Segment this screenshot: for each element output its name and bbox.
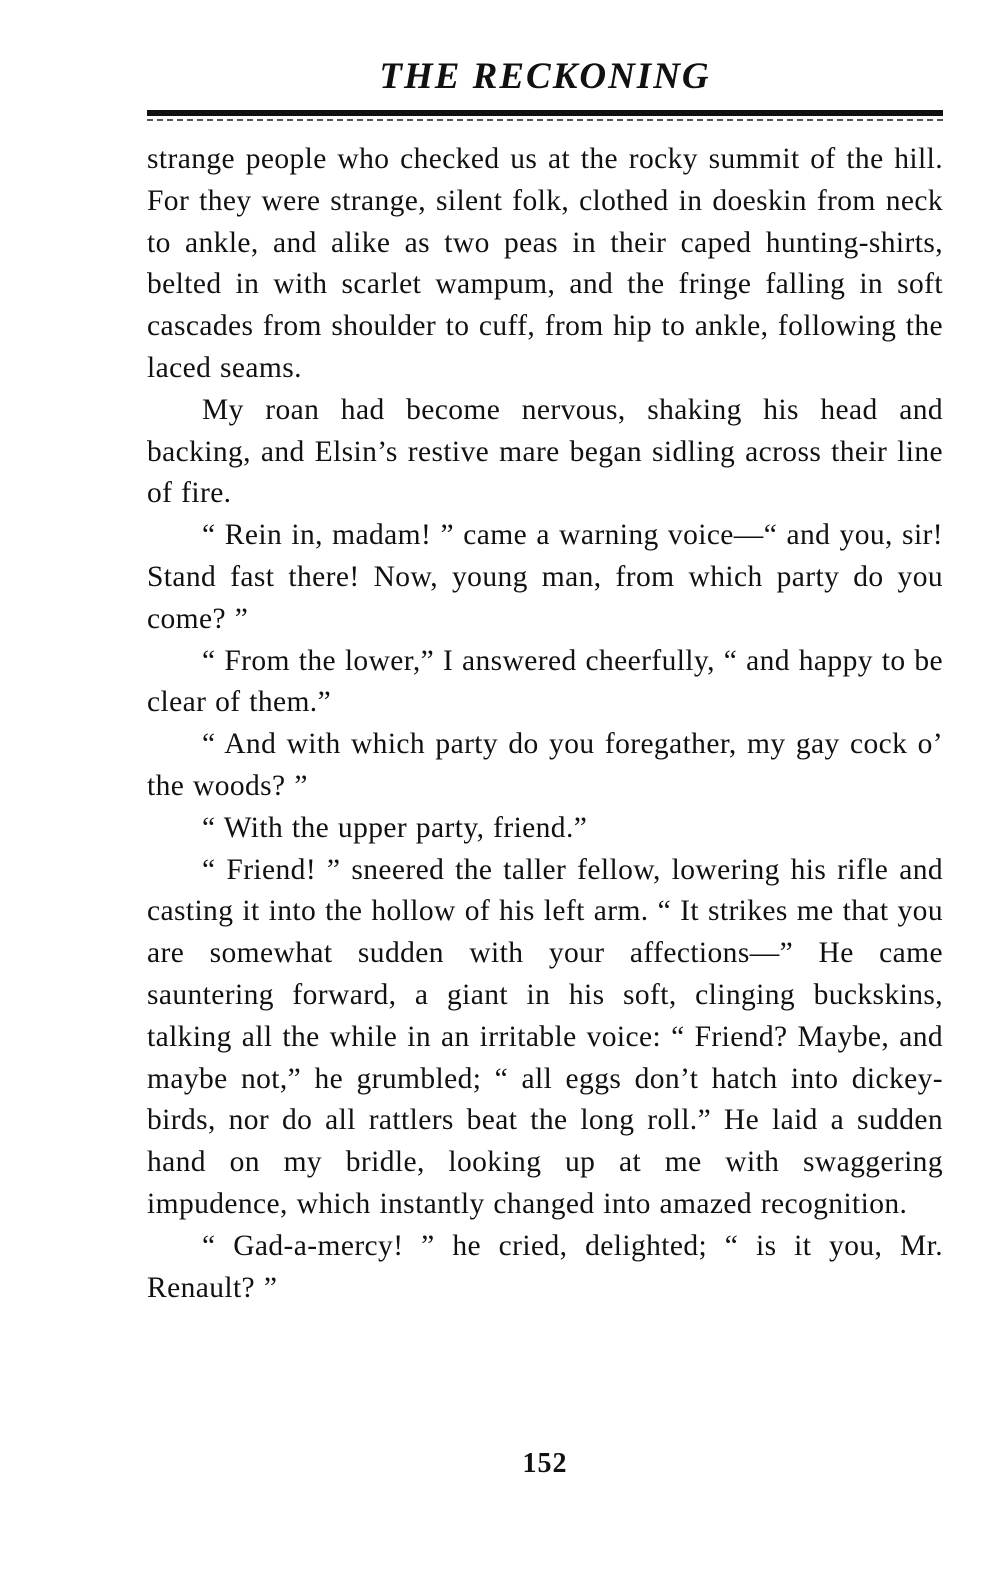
paragraph: “ With the upper party, friend.” xyxy=(202,811,588,844)
paragraph: My roan had become nervous, shaking his head and backing, and Elsin’s restive mare began sidling across their line of fire. xyxy=(147,393,943,510)
body-text xyxy=(147,139,943,1309)
paragraph: strange people who checked us at the rocky summit of the hill. For they were strange, silent folk, clothed in doeskin from neck to ankle, and alike as two peas in their caped hunting-shirts, belted in with scarlet wampum, and the fringe falling in soft cascades from shoulder to cuff, from hip to ankle, following the laced seams. xyxy=(147,143,943,384)
paragraph: “ Gad-a-mercy! ” he cried, delighted; “ is it you, Mr. Renault? ” xyxy=(147,1229,943,1304)
paragraph: “ Rein in, madam! ” came a warning voice—“ and you, sir! Stand fast there! Now, young man, from which party do you come? ” xyxy=(147,519,943,635)
header-rule-thin xyxy=(147,119,943,121)
paragraph: “ From the lower,” I answered cheerfully, “ and happy to be clear of them.” xyxy=(147,644,943,719)
paragraph: “ And with which party do you foregather, my gay cock o’ the woods? ” xyxy=(147,728,943,802)
header-rule xyxy=(147,110,943,116)
paragraph: “ Friend! ” sneered the taller fellow, lowering his rifle and casting it into the hollow of his left arm. “ It strikes me that you are somewhat sudden with your affections—” He came sauntering forward, a giant in his soft, clinging buckskins, talking all the while in an irritable voice: “ Friend? Maybe, and maybe not,” he grumbled; “ all eggs don’t hatch into dickey-birds, nor do all rattlers beat the long roll.” He laid a sudden hand on my bridle, looking up at me with swaggering impudence, which instantly changed into amazed recognition. xyxy=(147,853,943,1220)
running-title: THE RECKONING xyxy=(379,56,711,97)
page-number: 152 xyxy=(522,1448,568,1479)
book-page xyxy=(147,50,943,1530)
